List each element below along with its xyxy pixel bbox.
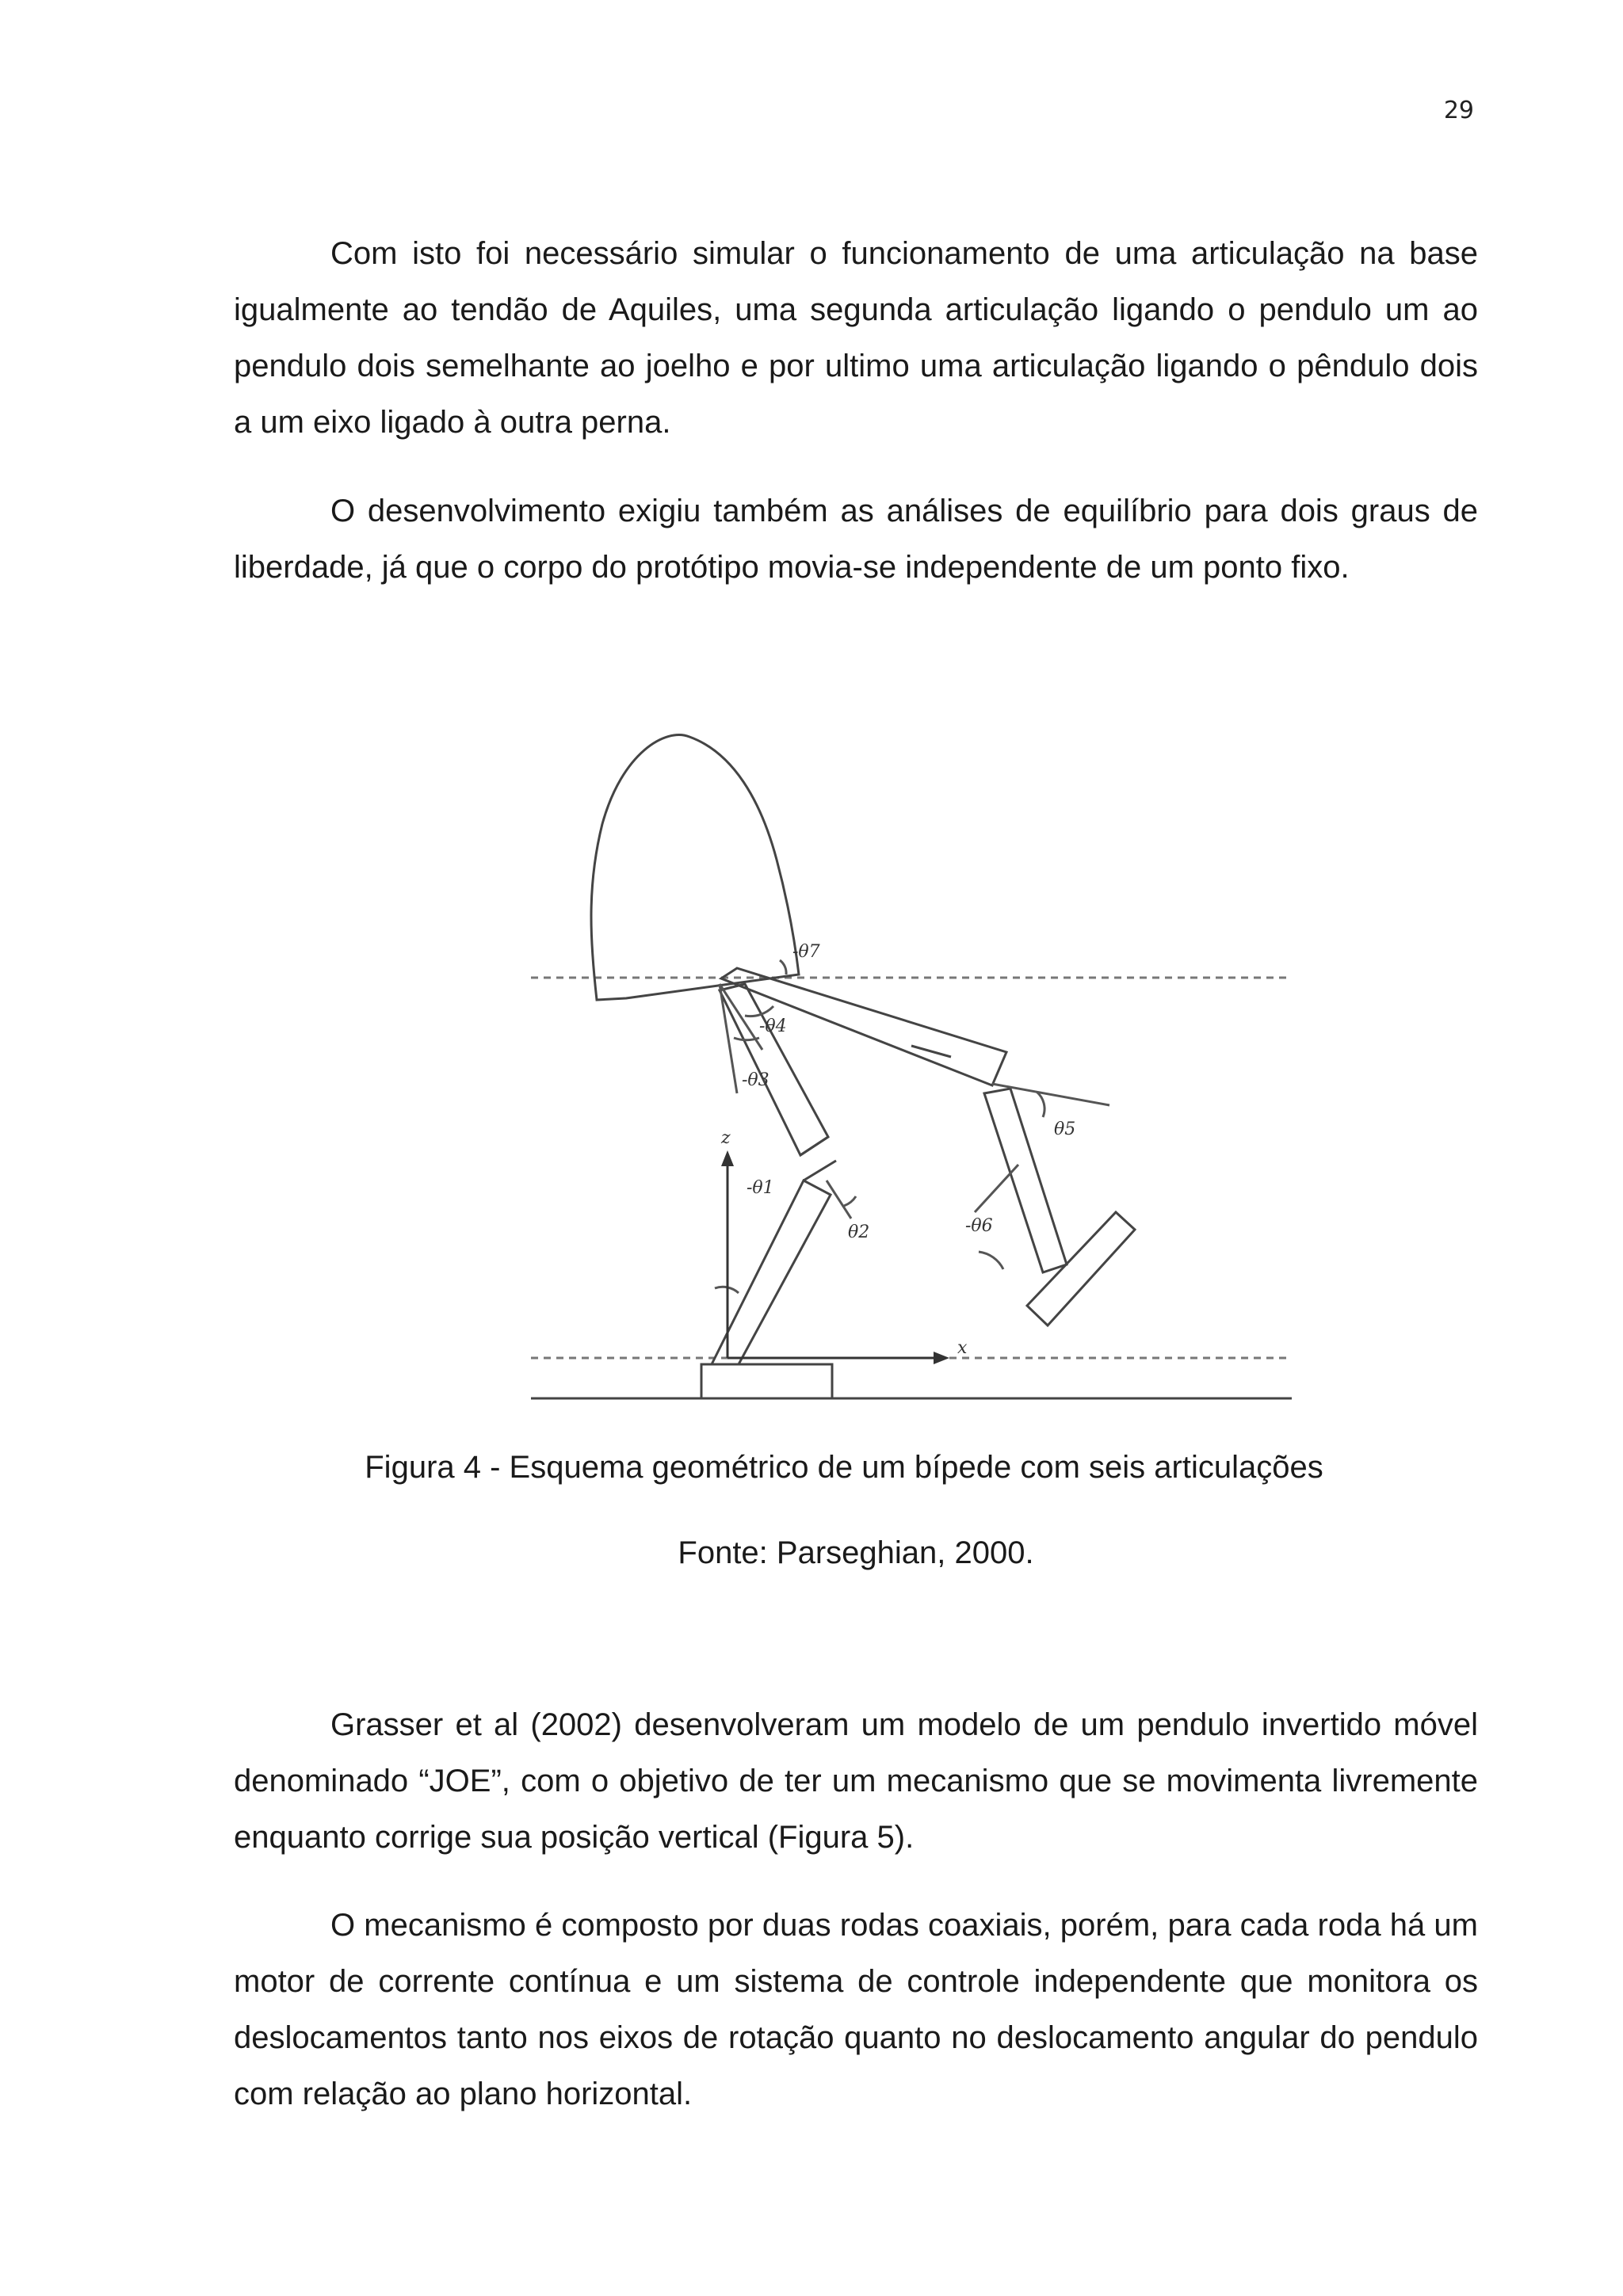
figure-source: Fonte: Parseghian, 2000. (678, 1535, 1034, 1570)
label-axis-x: x (957, 1338, 968, 1358)
foot-block (701, 1364, 832, 1398)
label-axis-z: z (721, 1128, 731, 1148)
x-axis-arrow (934, 1352, 949, 1364)
page-number: 29 (1443, 97, 1474, 124)
paragraph-4: O mecanismo é composto por duas rodas coaxiais, porém, para cada roda há um motor de corrente contínua e um sistema de controle independente que monitora os deslocamentos tanto nos eixos de rotação quanto no deslocamento angular do pendulo com relação ao plano horizontal. (234, 1908, 1478, 2111)
biped-diagram (507, 705, 1300, 1402)
label-theta1: -θ1 (747, 1178, 774, 1198)
paragraph-1: Com isto foi necessário simular o funcionamento de uma articulação na base igualmente ao tendão de Aquiles, uma segunda articulação ligando o pendulo um ao pendulo dois semelhante ao joelho e por ultimo uma articulação ligando o pêndulo dois a um eixo ligado à outra perna. (234, 236, 1478, 440)
body-shape (591, 735, 799, 1000)
label-theta5: θ5 (1054, 1119, 1076, 1139)
label-theta4: -θ4 (759, 1016, 787, 1036)
paragraph-3: Grasser et al (2002) desenvolveram um modelo de um pendulo invertido móvel denominado “JOE”, com o objetivo de ter um mecanismo que se movimenta livremente enquanto corrige sua posição vertical (Figura 5). (234, 1707, 1478, 1855)
z-axis-arrow (721, 1150, 734, 1166)
paragraph-2: O desenvolvimento exigiu também as análises de equilíbrio para dois graus de liberdade, já que o corpo do protótipo movia-se independente de um ponto fixo. (234, 494, 1478, 585)
figure-caption: Figura 4 - Esquema geométrico de um bípede com seis articulações (365, 1450, 1323, 1485)
label-theta7: -θ7 (792, 942, 820, 962)
stance-shin (712, 1180, 831, 1364)
swing-shin (984, 1089, 1067, 1272)
label-theta2: θ2 (848, 1222, 870, 1242)
label-theta6: -θ6 (965, 1216, 993, 1236)
swing-foot (1027, 1212, 1135, 1325)
label-theta3: -θ3 (742, 1070, 769, 1090)
